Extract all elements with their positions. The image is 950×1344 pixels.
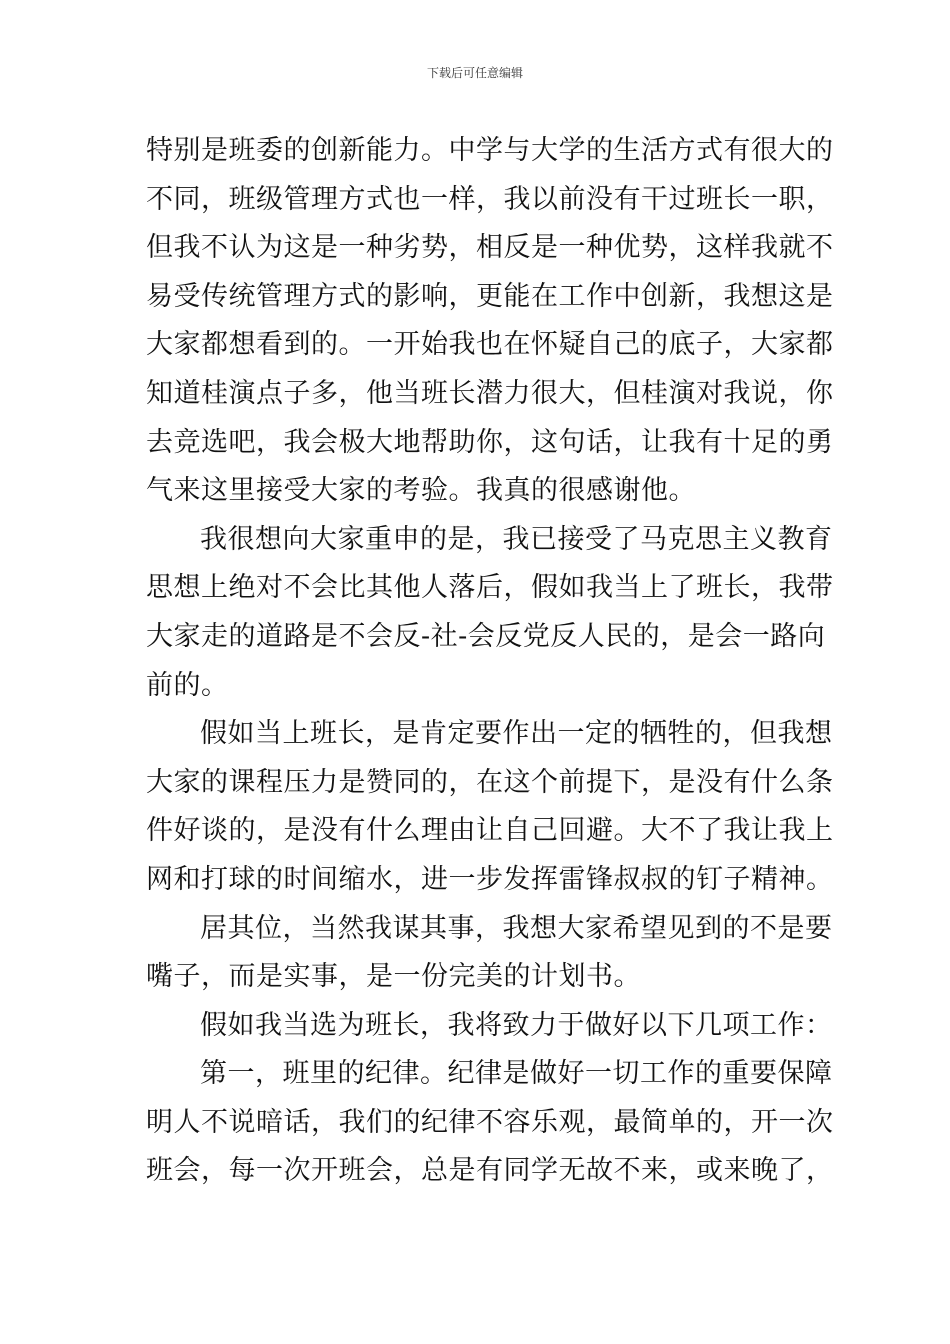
text-line: 我很想向大家重申的是，我已接受了马克思主义教育 [200, 523, 833, 555]
text-line: 气来这里接受大家的考验。我真的很感谢他。 [146, 475, 696, 507]
text-line: 特别是班委的创新能力。中学与大学的生活方式有很大的 [146, 135, 834, 166]
text-line: 但我不认为这是一种劣势，相反是一种优势，这样我就不 [146, 232, 834, 264]
text-line: 居其位，当然我谋其事，我想大家希望见到的不是要 [200, 912, 833, 944]
text-line: 思想上绝对不会比其他人落后，假如我当上了班长，我带 [146, 572, 834, 604]
text-line: 网和打球的时间缩水，进一步发挥雷锋叔叔的钉子精神。 [146, 863, 834, 895]
body-text [146, 127, 834, 1196]
text-line: 前的。 [146, 669, 229, 701]
text-line: 班会，每一次开班会，总是有同学无故不来，或来晚了， [146, 1155, 834, 1187]
text-line: 嘴子，而是实事，是一份完美的计划书。 [146, 961, 641, 993]
text-line: 假如当上班长，是肯定要作出一定的牺牲的，但我想 [200, 718, 833, 750]
page-header: 下载后可任意编辑 [426, 66, 523, 80]
text-line: 大家走的道路是不会反-社-会反党反人民的，是会一路向 [146, 620, 826, 652]
text-line: 第一，班里的纪律。纪律是做好一切工作的重要保障 [200, 1058, 833, 1090]
text-line: 件好谈的，是没有什么理由让自己回避。大不了我让我上 [146, 815, 834, 847]
text-line: 去竞选吧，我会极大地帮助你，这句话，让我有十足的勇 [146, 426, 834, 458]
text-line: 明人不说暗话，我们的纪律不容乐观，最简单的，开一次 [146, 1106, 834, 1138]
text-line: 不同，班级管理方式也一样，我以前没有干过班长一职， [146, 183, 834, 215]
text-line: 大家都想看到的。一开始我也在怀疑自己的底子，大家都 [146, 329, 834, 361]
text-line: 知道桂演点子多，他当班长潜力很大，但桂演对我说，你 [146, 377, 834, 409]
text-line: 易受传统管理方式的影响，更能在工作中创新，我想这是 [146, 280, 834, 312]
text-line: 大家的课程压力是赞同的，在这个前提下，是没有什么条 [146, 766, 834, 798]
text-line: 假如我当选为班长，我将致力于做好以下几项工作： [200, 1009, 833, 1041]
